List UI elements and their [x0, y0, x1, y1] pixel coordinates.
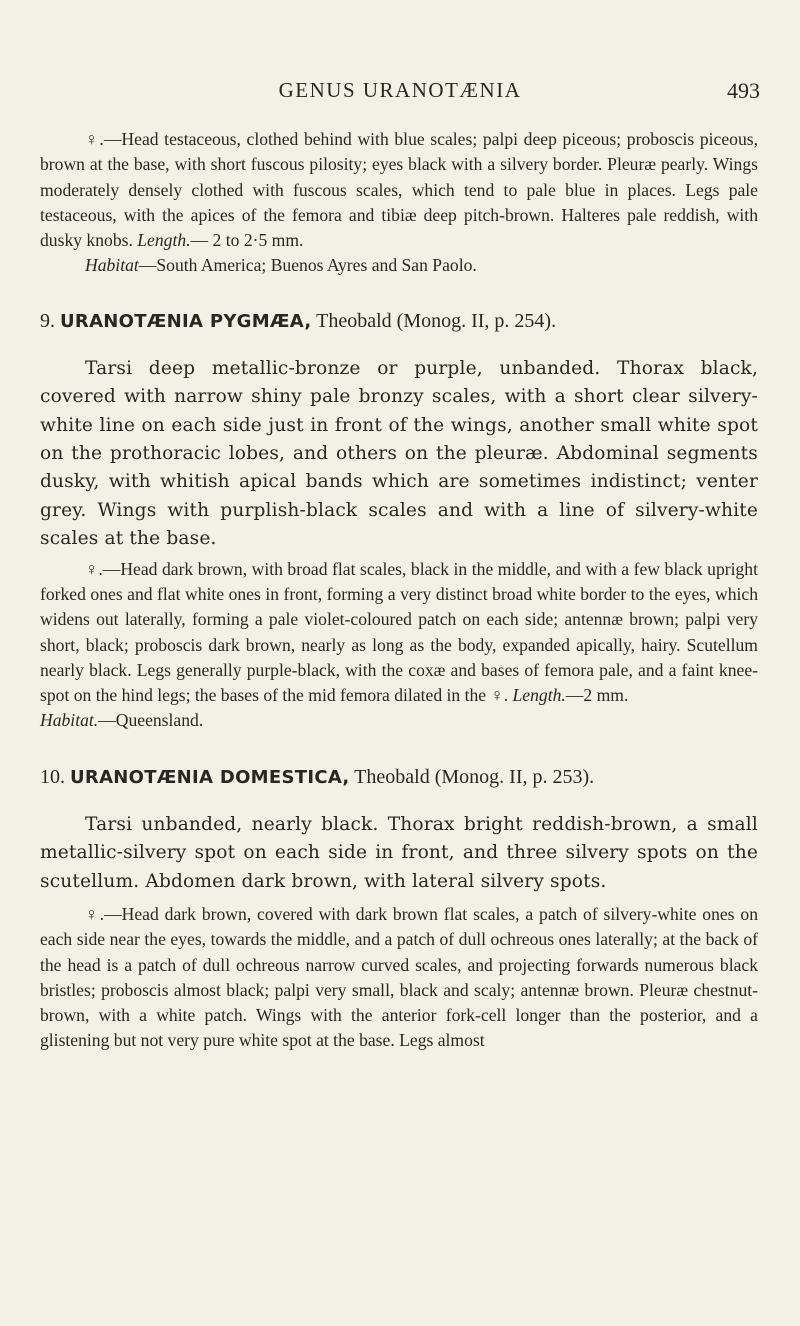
- habitat-line: [40, 708, 758, 733]
- habitat-value: —South America; Buenos Ayres and San Paolo.: [138, 255, 477, 276]
- length-label: Length.: [137, 230, 191, 251]
- species-number: 9.: [40, 309, 55, 332]
- female-description-10: [40, 902, 758, 1054]
- female-description-top: [40, 127, 758, 279]
- page-header: [0, 78, 800, 108]
- running-head: GENUS URANOTÆNIA: [278, 78, 522, 102]
- species-name: URANOTÆNIA PYGMÆA,: [60, 310, 312, 332]
- female-paragraph: [40, 557, 758, 709]
- female-description-9: [40, 557, 758, 734]
- length-value: — 2 to 2·5 mm.: [190, 230, 304, 251]
- habitat-label: Habitat.: [40, 710, 99, 731]
- female-paragraph: [40, 127, 758, 253]
- species-citation: Theobald (Monog. II, p. 254).: [311, 309, 557, 332]
- species-heading-10: [40, 766, 758, 789]
- female-text: ♀.—Head dark brown, with broad flat scales, black in the middle, and with a few black upright forked ones and flat white ones in front, forming a very distinct broad white border to the eyes, which widens out laterally, forming a pale violet-coloured patch on each side; antennæ brown; palpi very short, black; proboscis dark brown, nearly as long as the body, expanded apically, hairy. Scutellum nearly black. Legs generally purple-black, with the coxæ and bases of femora pale, and a faint knee-spot on the hind legs; the bases of the mid femora dilated in the ♀.: [40, 558, 758, 706]
- page-number: 493: [727, 78, 760, 103]
- length-value: —2 mm.: [565, 685, 629, 706]
- species-description: Tarsi unbanded, nearly black. Thorax bright reddish-brown, a small metallic-silvery spot on each side in front, and three silvery spots on the scutellum. Abdomen dark brown, with lateral silvery spots.: [40, 813, 758, 892]
- species-number: 10.: [40, 765, 65, 788]
- species-description: Tarsi deep metallic-bronze or purple, unbanded. Thorax black, covered with narrow shiny pale bronzy scales, with a short clear silvery-white line on each side just in front of the wings, another small white spot on the prothoracic lobes, and others on the pleuræ. Abdominal segments dusky, with whitish apical bands which are sometimes indistinct; venter grey. Wings with purplish-black scales and with a line of silvery-white scales at the base.: [40, 357, 758, 550]
- female-text: ♀.—Head testaceous, clothed behind with blue scales; palpi deep piceous; proboscis piceous, brown at the base, with short fuscous pilosity; eyes black with a silvery border. Pleuræ pearly. Wings moderately densely clothed with fuscous scales, which tend to pale blue in places. Legs pale testaceous, with the apices of the femora and tibiæ deep pitch-brown. Halteres pale reddish, with dusky knobs.: [40, 129, 758, 251]
- length-label: Length.: [512, 685, 566, 706]
- species-heading-9: [40, 310, 758, 333]
- habitat-value: —Queensland.: [98, 710, 204, 731]
- species-name: URANOTÆNIA DOMESTICA,: [70, 766, 350, 788]
- female-paragraph: ♀.—Head dark brown, covered with dark brown flat scales, a patch of silvery-white ones on each side near the eyes, towards the middle, and a patch of dull ochreous ones laterally; at the back of the head is a patch of dull ochreous narrow curved scales, and projecting forwards numerous black bristles; proboscis almost black; palpi very small, black and scaly; antennæ brown. Pleuræ chestnut-brown, with a white patch. Wings with the anterior fork-cell longer than the posterior, and a glistening but not very pure white spot at the base. Legs almost: [40, 903, 758, 1051]
- page-body: [40, 127, 758, 1054]
- habitat-line: [40, 253, 758, 278]
- species-citation: Theobald (Monog. II, p. 253).: [349, 765, 595, 788]
- habitat-label: Habitat: [85, 255, 139, 276]
